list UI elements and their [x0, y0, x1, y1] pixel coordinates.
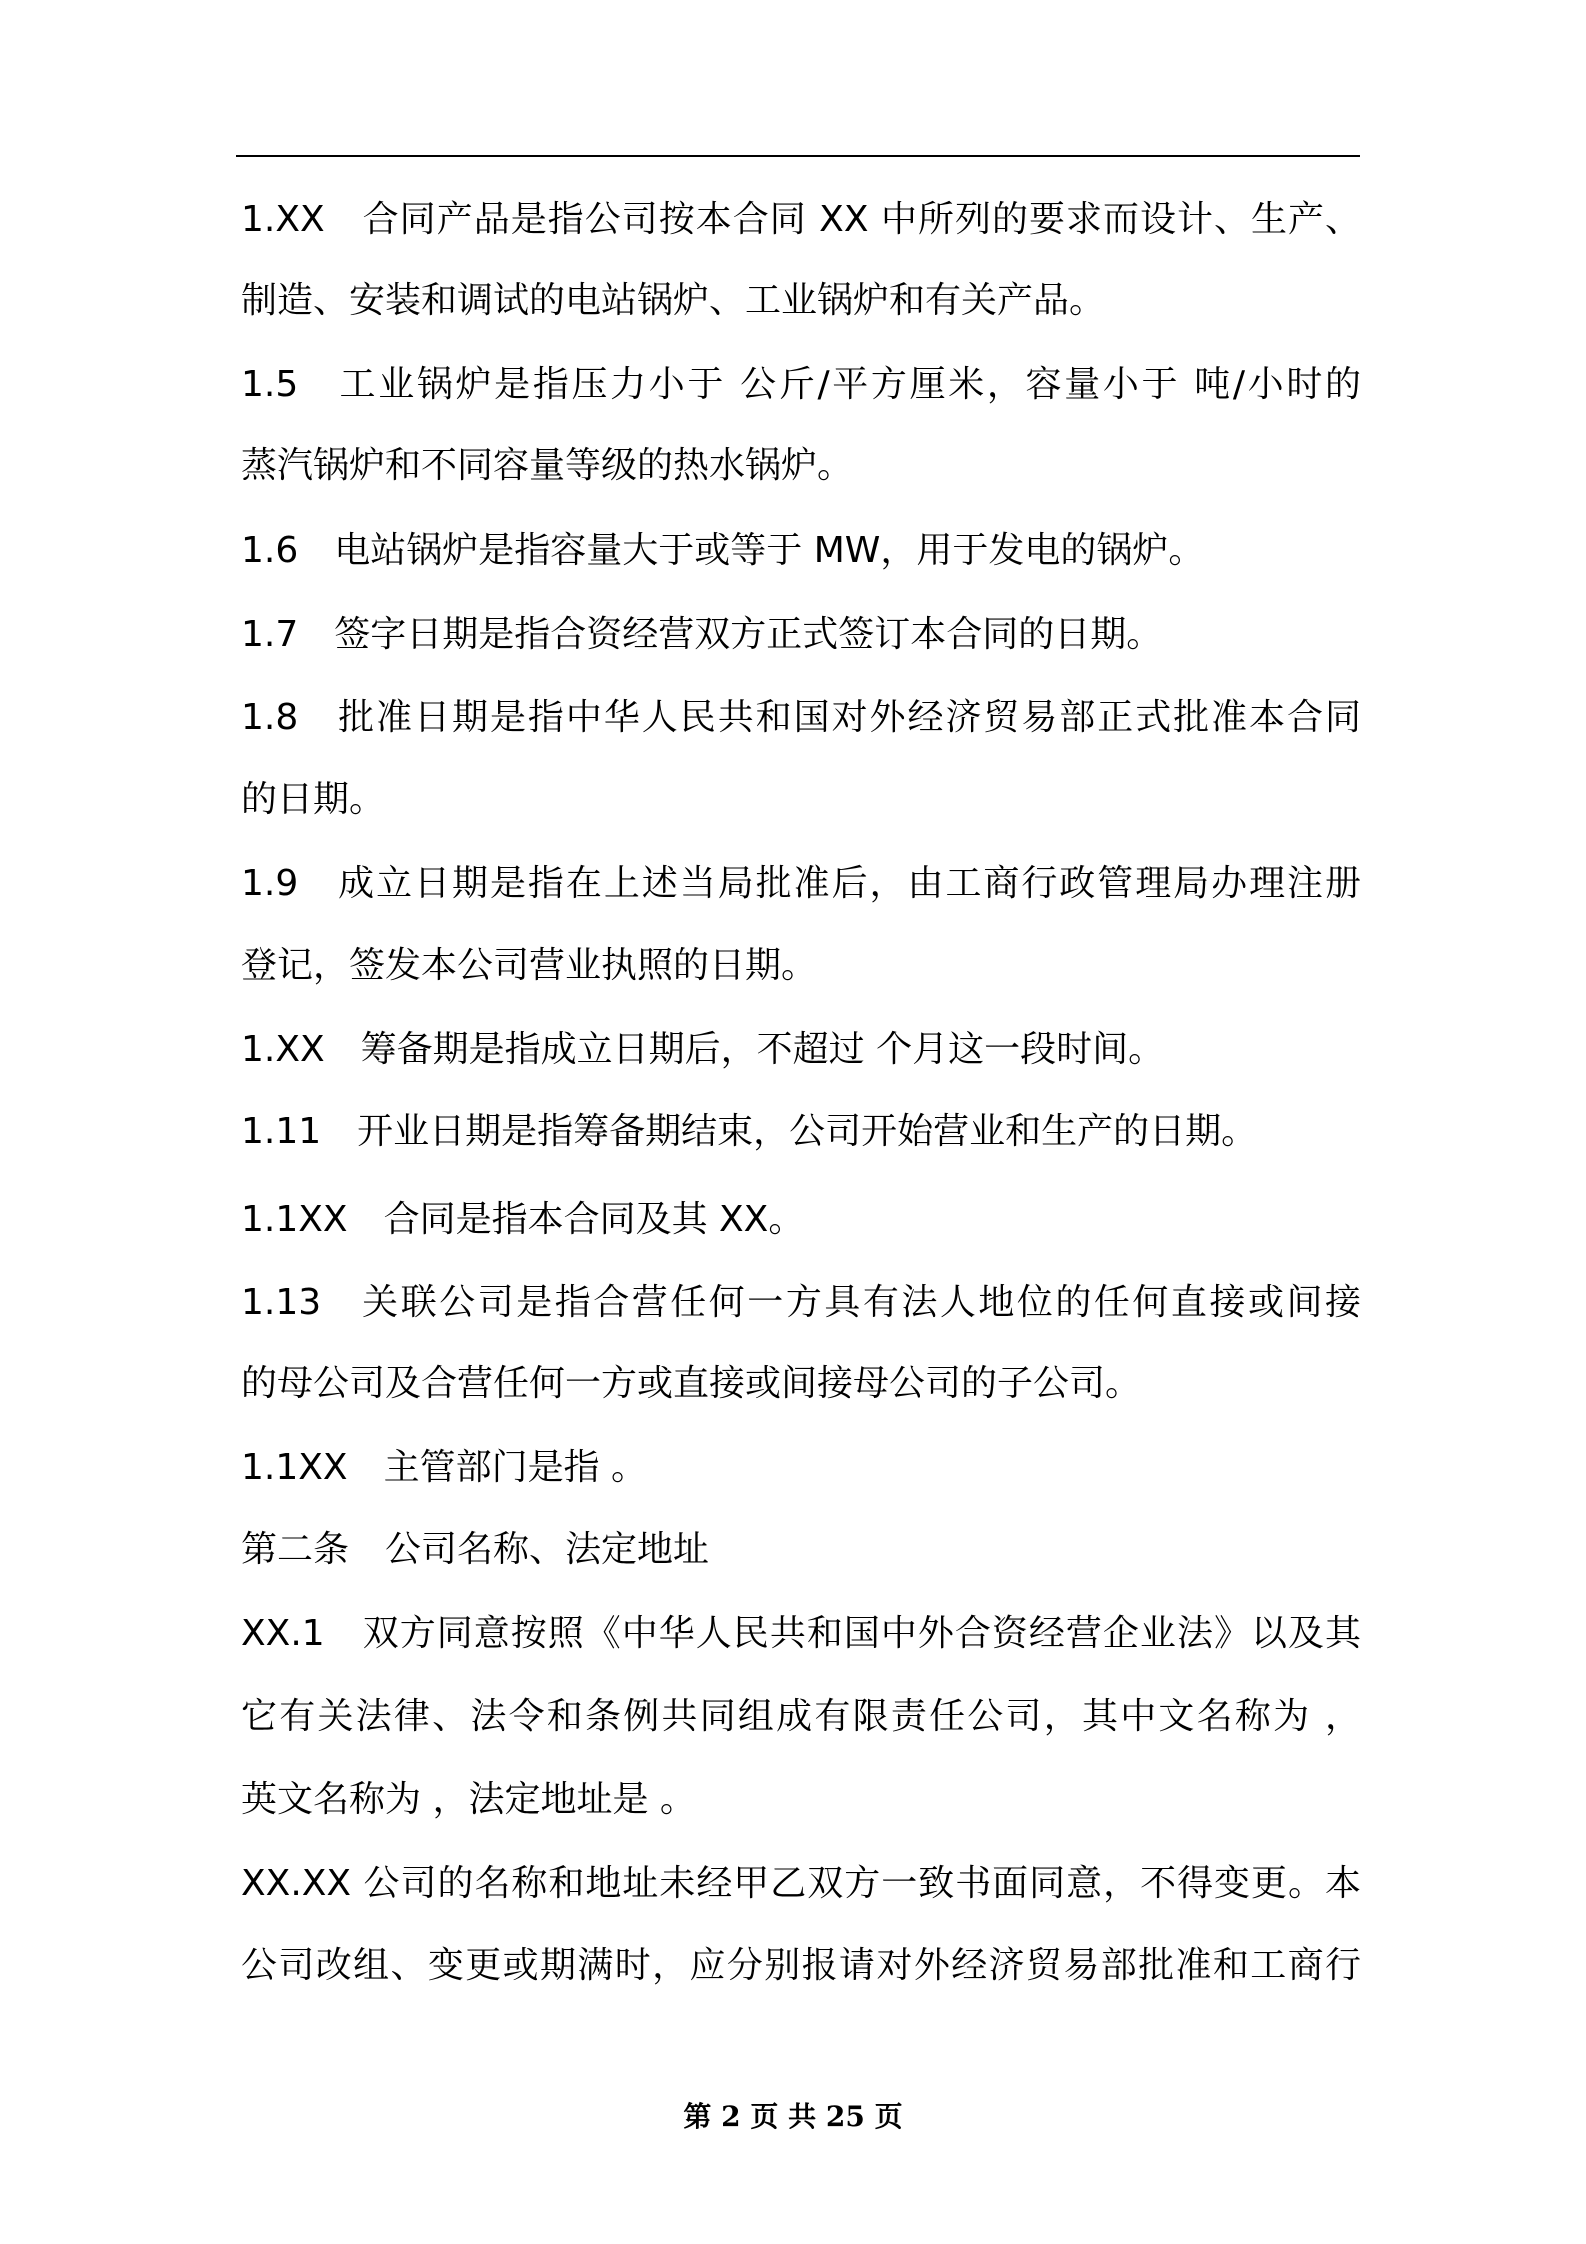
text-line: 英文名称为 ，法定地址是 。: [241, 1779, 696, 1820]
text-line: XX.XX 公司的名称和地址未经甲乙双方一致书面同意，不得变更。本: [241, 1863, 1361, 1904]
text-line: 1.1XX 合同是指本合同及其 XX。: [241, 1199, 805, 1240]
text-line: 制造、安装和调试的电站锅炉、工业锅炉和有关产品。: [241, 280, 1106, 321]
text-line: 1.XX 合同产品是指公司按本合同 XX 中所列的要求而设计、生产、: [241, 199, 1361, 240]
text-line: 1.8 批准日期是指中华人民共和国对外经济贸易部正式批准本合同: [241, 697, 1361, 738]
text-line: 1.7 签字日期是指合资经营双方正式签订本合同的日期。: [241, 614, 1163, 655]
text-line: 的母公司及合营任何一方或直接或间接母公司的子公司。: [241, 1363, 1142, 1404]
text-line: 1.1XX 主管部门是指 。: [241, 1447, 648, 1488]
page-number: 第 2 页 共 25 页: [683, 2100, 903, 2133]
text-line: 蒸汽锅炉和不同容量等级的热水锅炉。: [241, 445, 854, 486]
text-line: 1.9 成立日期是指在上述当局批准后，由工商行政管理局办理注册: [241, 863, 1361, 904]
text-line: 1.6 电站锅炉是指容量大于或等于 MW，用于发电的锅炉。: [241, 530, 1205, 571]
header-rule: [236, 155, 1360, 157]
text-line: 1.XX 筹备期是指成立日期后，不超过 个月这一段时间。: [241, 1029, 1165, 1070]
text-line: 它有关法律、法令和条例共同组成有限责任公司，其中文名称为 ，: [241, 1696, 1361, 1737]
text-line: 1.13 关联公司是指合营任何一方具有法人地位的任何直接或间接: [241, 1282, 1361, 1323]
text-line: 登记，签发本公司营业执照的日期。: [241, 945, 818, 986]
text-line: XX.1 双方同意按照《中华人民共和国中外合资经营企业法》以及其: [241, 1613, 1361, 1654]
text-line: 公司改组、变更或期满时，应分别报请对外经济贸易部批准和工商行: [241, 1945, 1361, 1986]
text-line: 的日期。: [241, 779, 386, 820]
section-heading: 第二条 公司名称、法定地址: [241, 1529, 710, 1570]
text-line: 1.11 开业日期是指筹备期结束，公司开始营业和生产的日期。: [241, 1111, 1258, 1152]
text-line: 1.5 工业锅炉是指压力小于 公斤/平方厘米，容量小于 吨/小时的: [241, 364, 1361, 405]
